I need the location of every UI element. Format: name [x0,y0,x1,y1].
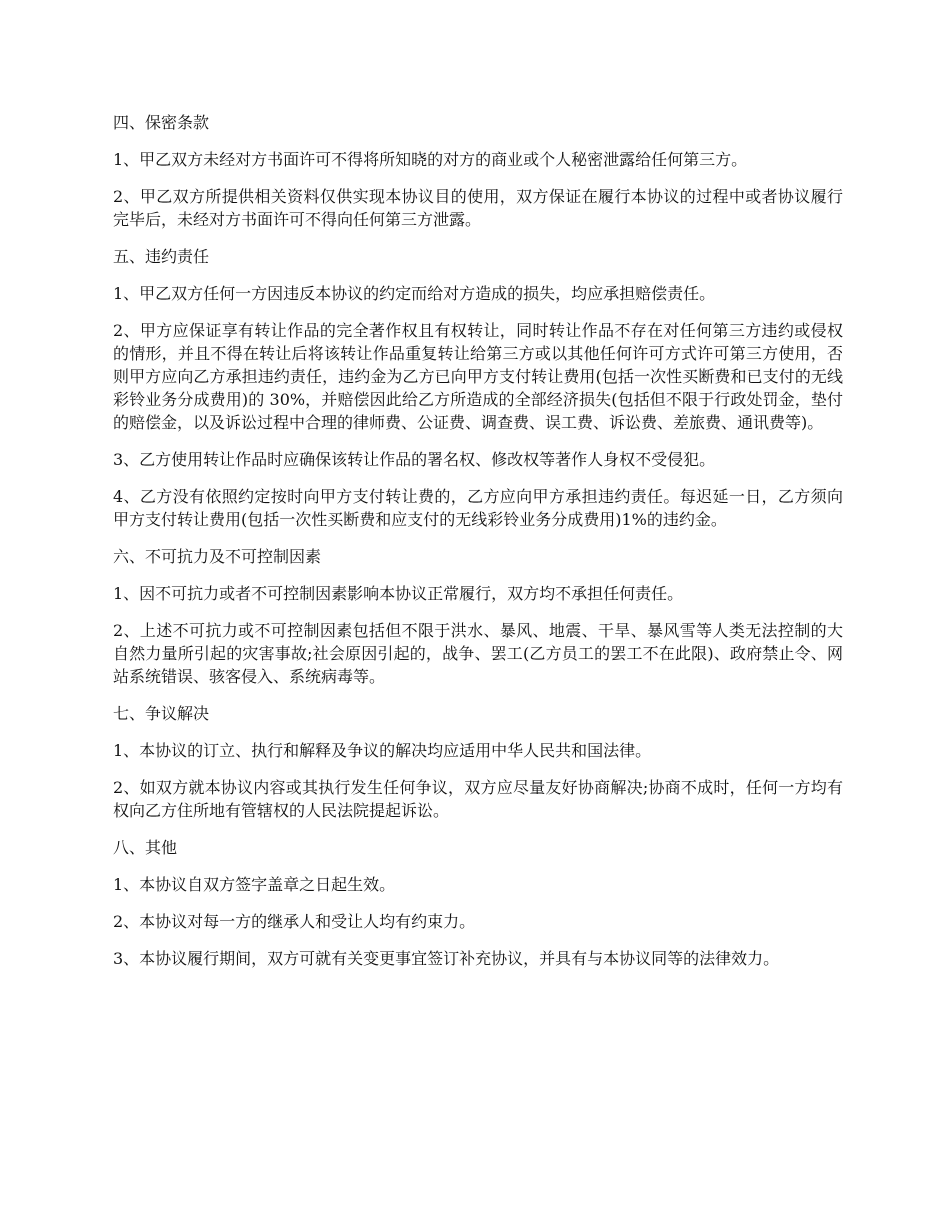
clause-paragraph: 2、甲方应保证享有转让作品的完全著作权且有权转让，同时转让作品不存在对任何第三方违约或侵权的情形，并且不得在转让后将该转让作品重复转让给第三方或以其他任何许可方式许可第三方使用，否则甲方应向乙方承担违约责任，违约金为乙方已向甲方支付转让费用(包括一次性买断费和已支付的无线彩铃业务分成费用)的 30%，并赔偿因此给乙方所造成的全部经济损失(包括但不限于行政处罚金，垫付的赔偿金，以及诉讼过程中合理的律师费、公证费、调查费、误工费、诉讼费、差旅费、通讯费等)。 [113,321,843,432]
clause-paragraph: 1、因不可抗力或者不可控制因素影响本协议正常履行，双方均不承担任何责任。 [113,584,684,603]
clause-paragraph: 1、本协议的订立、执行和解释及争议的解决均应适用中华人民共和国法律。 [113,741,652,760]
clause-paragraph: 2、上述不可抗力或不可控制因素包括但不限于洪水、暴风、地震、干旱、暴风雪等人类无法控制的大自然力量所引起的灾害事故;社会原因引起的，战争、罢工(乙方员工的罢工不在此限)、政府禁止令、网站系统错误、骇客侵入、系统病毒等。 [113,621,843,686]
document-page [113,111,843,984]
clause-paragraph: 3、本协议履行期间，双方可就有关变更事宜签订补充协议，并具有与本协议同等的法律效力。 [113,949,780,968]
section-heading-confidentiality: 四、保密条款 [113,113,210,132]
section-heading-force-majeure: 六、不可抗力及不可控制因素 [113,547,322,566]
clause-paragraph: 1、甲乙双方任何一方因违反本协议的约定而给对方造成的损失，均应承担赔偿责任。 [113,284,716,303]
clause-paragraph: 1、本协议自双方签字盖章之日起生效。 [113,875,396,894]
clause-paragraph: 2、本协议对每一方的继承人和受让人均有约束力。 [113,912,476,931]
clause-paragraph: 4、乙方没有依照约定按时向甲方支付转让费的，乙方应向甲方承担违约责任。每迟延一日，乙方须向甲方支付转让费用(包括一次性买断费和应支付的无线彩铃业务分成费用)1%的违约金。 [113,487,843,529]
clause-paragraph: 3、乙方使用转让作品时应确保该转让作品的署名权、修改权等著作人身权不受侵犯。 [113,450,716,469]
clause-paragraph: 2、如双方就本协议内容或其执行发生任何争议，双方应尽量友好协商解决;协商不成时，任何一方均有权向乙方住所地有管辖权的人民法院提起诉讼。 [113,778,843,820]
section-heading-breach-liability: 五、违约责任 [113,247,210,266]
section-heading-miscellaneous: 八、其他 [113,838,178,857]
section-heading-dispute-resolution: 七、争议解决 [113,704,210,723]
clause-paragraph: 1、甲乙双方未经对方书面许可不得将所知晓的对方的商业或个人秘密泄露给任何第三方。 [113,150,748,169]
clause-paragraph: 2、甲乙双方所提供相关资料仅供实现本协议目的使用，双方保证在履行本协议的过程中或者协议履行完毕后，未经对方书面许可不得向任何第三方泄露。 [113,187,843,229]
